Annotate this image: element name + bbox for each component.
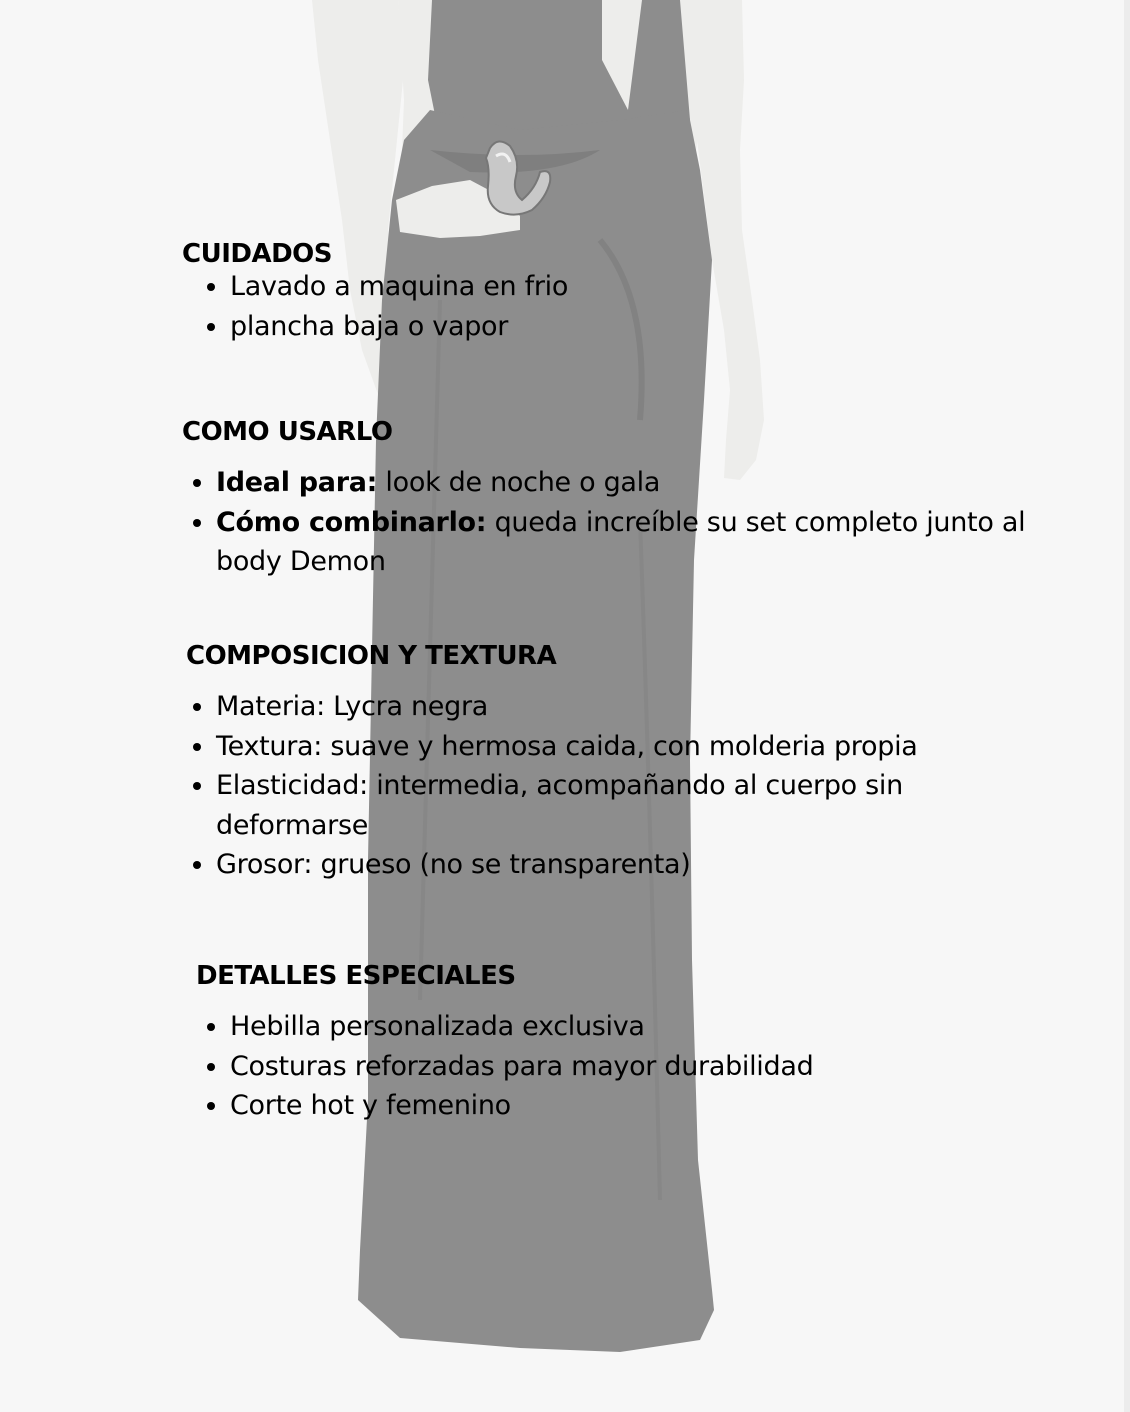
list-item: Elasticidad: intermedia, acompañando al cuerpo sin deformarse bbox=[216, 766, 916, 845]
bullet-list bbox=[216, 687, 916, 885]
section-como-usarlo bbox=[182, 415, 1042, 582]
item-label: Ideal para: bbox=[216, 467, 378, 498]
section-title: COMO USARLO bbox=[182, 417, 393, 447]
section-composicion bbox=[186, 639, 1046, 885]
list-item: Corte hot y femenino bbox=[230, 1086, 813, 1126]
list-item: Grosor: grueso (no se transparenta) bbox=[216, 845, 916, 885]
list-item: Lavado a maquina en frio bbox=[230, 267, 568, 307]
section-title: DETALLES ESPECIALES bbox=[196, 961, 516, 991]
list-item bbox=[216, 503, 1026, 582]
list-item: Costuras reforzadas para mayor durabilidad bbox=[230, 1047, 813, 1087]
list-item bbox=[216, 463, 1026, 503]
item-text: queda increíble su set completo junto al body Demon bbox=[216, 506, 1026, 577]
list-item: Hebilla personalizada exclusiva bbox=[230, 1007, 813, 1047]
bullet-list bbox=[230, 267, 568, 346]
list-item: Materia: Lycra negra bbox=[216, 687, 916, 727]
right-edge-border bbox=[1124, 0, 1130, 1412]
bullet-list bbox=[230, 1007, 813, 1126]
section-cuidados bbox=[182, 237, 568, 346]
bullet-list bbox=[216, 463, 1026, 582]
section-title: CUIDADOS bbox=[182, 239, 332, 269]
section-detalles bbox=[196, 959, 813, 1126]
list-item: Textura: suave y hermosa caida, con molderia propia bbox=[216, 727, 916, 767]
item-label: Cómo combinarlo: bbox=[216, 506, 487, 538]
section-title: COMPOSICION Y TEXTURA bbox=[186, 641, 557, 671]
item-text: look de noche o gala bbox=[377, 467, 661, 498]
list-item: plancha baja o vapor bbox=[230, 307, 568, 347]
